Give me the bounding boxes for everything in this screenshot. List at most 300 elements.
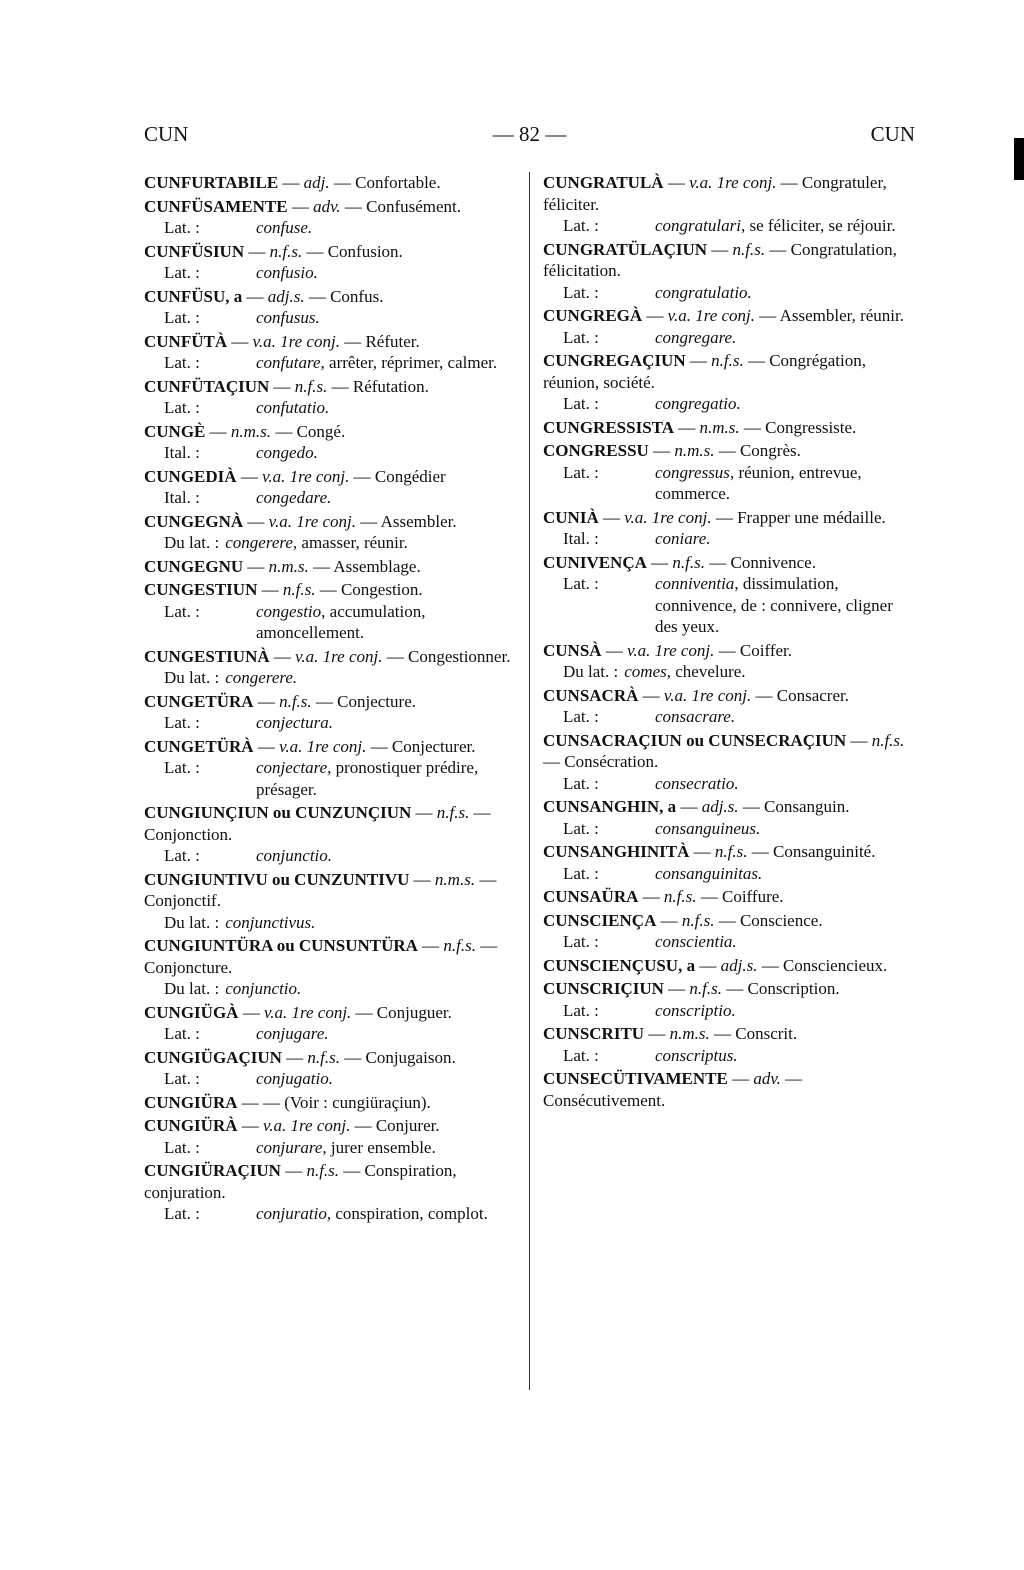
headword: CUNSACRÀ bbox=[543, 685, 639, 705]
etymology-line bbox=[144, 487, 518, 509]
headword: CUNSÀ bbox=[543, 640, 602, 660]
etymology-gloss: , chevelure. bbox=[666, 662, 746, 681]
entry-definition-line: CUNFÜSIUN — n.f.s. — Confusion. bbox=[144, 241, 403, 261]
headword: CUNGREGÀ bbox=[543, 306, 643, 325]
etymology-text bbox=[256, 1023, 518, 1045]
etymology-label: Lat. : bbox=[164, 758, 200, 777]
entry-definition-line: CUNGIUNÇIUN ou CUNZUNÇIUN — n.f.s. — Conjonction. bbox=[144, 803, 491, 844]
etymology-label: Du lat. : bbox=[164, 668, 220, 687]
etymology-label: Lat. : bbox=[164, 1069, 200, 1088]
definition: — Assembler. bbox=[360, 511, 457, 531]
dictionary-entry bbox=[543, 910, 915, 953]
etymology-gloss: , pronostiquer prédire, présager. bbox=[256, 758, 479, 799]
headword: CUNSECÜTIVAMENTE bbox=[543, 1069, 728, 1088]
etymology-text bbox=[655, 462, 915, 505]
etymology-line bbox=[543, 931, 915, 953]
etymology-line bbox=[543, 818, 915, 840]
definition: — Congratuler, féliciter. bbox=[543, 173, 887, 214]
etymology-text bbox=[256, 1203, 518, 1225]
etymology-line bbox=[543, 393, 915, 415]
dictionary-entry bbox=[543, 507, 915, 550]
etymon: conjugare. bbox=[256, 1024, 329, 1043]
etymology-label: Du lat. : bbox=[164, 979, 220, 998]
dictionary-entry bbox=[144, 736, 518, 801]
dictionary-entry bbox=[144, 286, 518, 329]
etymology-line bbox=[144, 667, 518, 689]
grammar-abbreviation: v.a. 1re conj. bbox=[663, 685, 752, 705]
etymon: congressus bbox=[655, 462, 730, 482]
etymology-text bbox=[256, 1137, 518, 1159]
grammar-abbreviation: adj. bbox=[303, 173, 330, 192]
etymology-text bbox=[256, 262, 518, 284]
definition: — Coiffure. bbox=[700, 887, 784, 906]
headword: CUNSCRITU bbox=[543, 1024, 645, 1043]
definition: — (Voir : cungiüraçiun). bbox=[263, 1092, 431, 1112]
dictionary-entry bbox=[144, 802, 518, 867]
headword: CUNIVENÇA bbox=[543, 552, 647, 572]
entry-definition-line: CUNFURTABILE — adj. — Confortable. bbox=[144, 173, 441, 192]
definition: — Conjonction. bbox=[144, 803, 491, 844]
grammar-abbreviation: n.f.s. bbox=[732, 239, 766, 259]
etymology-line bbox=[144, 217, 518, 239]
headword: CUNSCIENÇUSU, a bbox=[543, 955, 696, 975]
headword: CUNGEDIÀ bbox=[144, 466, 237, 486]
etymon: comes bbox=[624, 662, 667, 681]
etymon: consecratio. bbox=[655, 773, 739, 793]
headword: CUNFÜSU, a bbox=[144, 286, 243, 306]
entry-definition-line: CUNGIUNTÜRA ou CUNSUNTÜRA — n.f.s. — Conjoncture. bbox=[144, 936, 498, 977]
etymology-label: Lat. : bbox=[563, 932, 599, 951]
etymology-line bbox=[543, 1000, 915, 1022]
etymology-line bbox=[144, 601, 518, 644]
etymology-label: Lat. : bbox=[164, 308, 200, 327]
headword: CUNGIÜRA bbox=[144, 1092, 238, 1112]
dictionary-entry bbox=[543, 350, 915, 415]
etymology-line bbox=[144, 307, 518, 329]
etymology-label: Lat. : bbox=[563, 216, 599, 235]
grammar-abbreviation: v.a. 1re conj. bbox=[279, 736, 367, 756]
etymology-line bbox=[543, 773, 915, 795]
etymology-line bbox=[543, 327, 915, 349]
headword: CUNGRESSISTA bbox=[543, 417, 675, 437]
running-head-left: CUN bbox=[144, 122, 189, 146]
dictionary-entry bbox=[144, 579, 518, 644]
dictionary-entry bbox=[543, 1023, 915, 1066]
dictionary-entry bbox=[543, 685, 915, 728]
etymology-line bbox=[543, 661, 915, 683]
headword: CUNGETÜRA bbox=[144, 691, 254, 711]
etymology-text bbox=[655, 282, 915, 304]
entry-definition-line: CUNSACRÀ — v.a. 1re conj. — Consacrer. bbox=[543, 685, 849, 705]
etymology-gloss: , accumulation, amoncellement. bbox=[256, 601, 426, 642]
grammar-abbreviation: n.f.s. bbox=[306, 1161, 340, 1180]
headword: CUNGREGAÇIUN bbox=[543, 351, 686, 370]
grammar-abbreviation: n.m.s. bbox=[268, 556, 309, 576]
definition: — Congratulation, félicitation. bbox=[543, 239, 897, 280]
etymon: confutatio. bbox=[256, 398, 330, 417]
etymology-label: Lat. : bbox=[563, 394, 599, 413]
definition: — Consécration. bbox=[543, 752, 659, 771]
etymology-line bbox=[543, 706, 915, 728]
etymon: consacrare. bbox=[655, 707, 736, 726]
etymology-line bbox=[144, 978, 518, 1000]
etymology-line bbox=[144, 1023, 518, 1045]
etymology-label: Lat. : bbox=[164, 601, 200, 621]
dictionary-entry bbox=[144, 241, 518, 284]
definition: — Conjonctif. bbox=[144, 869, 497, 910]
headword: CUNSACRAÇIUN ou CUNSECRAÇIUN bbox=[543, 730, 847, 750]
grammar-abbreviation: n.m.s. bbox=[669, 1024, 710, 1043]
dictionary-entry bbox=[144, 376, 518, 419]
grammar-abbreviation: n.f.s. bbox=[714, 842, 748, 861]
etymon: congregatio. bbox=[655, 394, 741, 413]
dictionary-entry bbox=[543, 1068, 915, 1111]
entry-definition-line: CUNGRATULÀ — v.a. 1re conj. — Congratuler, féliciter. bbox=[543, 173, 887, 214]
column-divider bbox=[529, 172, 530, 1390]
entry-definition-line: CUNGESTIUNÀ — v.a. 1re conj. — Congestionner. bbox=[144, 646, 511, 666]
etymology-label: Lat. : bbox=[563, 1000, 599, 1020]
headword: CUNGESTIUN bbox=[144, 580, 258, 599]
dictionary-entry bbox=[144, 556, 518, 578]
dictionary-entry bbox=[144, 466, 518, 509]
dictionary-entry bbox=[144, 1047, 518, 1090]
headword: CUNGEGNU bbox=[144, 556, 244, 576]
etymology-text bbox=[655, 393, 915, 415]
etymology-line bbox=[144, 1068, 518, 1090]
etymology-label: Lat. : bbox=[563, 327, 599, 347]
running-head-right: CUN bbox=[870, 122, 915, 146]
grammar-abbreviation: adv. bbox=[313, 196, 341, 216]
headword: CUNGESTIUNÀ bbox=[144, 646, 270, 666]
definition: — Consciencieux. bbox=[761, 955, 888, 975]
etymology-line bbox=[144, 442, 518, 464]
dictionary-entry bbox=[144, 172, 518, 194]
etymology-label: Lat. : bbox=[164, 263, 200, 282]
grammar-abbreviation: n.f.s. bbox=[871, 730, 905, 750]
definition: — Assembler, réunir. bbox=[759, 306, 905, 325]
dictionary-entry bbox=[543, 417, 915, 439]
entry-definition-line: CUNIVENÇA — n.f.s. — Connivence. bbox=[543, 552, 816, 572]
etymology-text bbox=[655, 1000, 915, 1022]
headword: CUNGIUNTIVU ou CUNZUNTIVU bbox=[144, 869, 410, 889]
left-column bbox=[144, 172, 518, 1227]
grammar-abbreviation: n.f.s. bbox=[282, 580, 316, 599]
etymology-gloss: , jurer ensemble. bbox=[322, 1137, 436, 1157]
entry-definition-line: CUNFÜSU, a — adj.s. — Confus. bbox=[144, 286, 384, 306]
entry-definition-line: CUNGREGAÇIUN — n.f.s. — Congrégation, réunion, société. bbox=[543, 351, 867, 392]
dictionary-entry bbox=[144, 869, 518, 934]
etymon: congerere bbox=[225, 533, 293, 552]
etymology-label: Du lat. : bbox=[164, 533, 220, 552]
etymology-text bbox=[256, 712, 518, 734]
entry-definition-line: CUNGRATÜLAÇIUN — n.f.s. — Congratulation, félicitation. bbox=[543, 239, 897, 280]
headword: CUNSCRIÇIUN bbox=[543, 979, 664, 998]
dictionary-entry bbox=[144, 935, 518, 1000]
definition: — Connivence. bbox=[709, 552, 816, 572]
definition: — Consacrer. bbox=[755, 685, 849, 705]
etymology-text bbox=[256, 487, 518, 509]
headword: CUNFÜSIUN bbox=[144, 241, 245, 261]
etymology-gloss: , dissimulation, connivence, de : connivere, cligner des yeux. bbox=[655, 574, 893, 636]
definition: — Congrès. bbox=[718, 441, 801, 460]
etymology-label: Lat. : bbox=[563, 707, 599, 726]
definition: — Consanguinité. bbox=[751, 842, 876, 861]
etymology-text bbox=[256, 307, 518, 329]
dictionary-entry bbox=[543, 886, 915, 908]
etymon: conjugatio. bbox=[256, 1069, 333, 1088]
etymology-line bbox=[144, 262, 518, 284]
grammar-abbreviation: adv. bbox=[753, 1069, 781, 1088]
entry-definition-line: CUNFÜSAMENTE — adv. — Confusément. bbox=[144, 196, 462, 216]
etymology-text bbox=[655, 706, 915, 728]
entry-definition-line: CUNSCIENÇUSU, a — adj.s. — Consciencieux. bbox=[543, 955, 888, 975]
headword: CUNGIÜGÀ bbox=[144, 1002, 239, 1022]
etymon: conjunctio. bbox=[256, 846, 333, 865]
dictionary-entry bbox=[543, 305, 915, 348]
entry-definition-line: CUNFÜTAÇIUN — n.f.s. — Réfutation. bbox=[144, 376, 429, 396]
etymon: coniare. bbox=[655, 529, 711, 548]
definition: — Consanguin. bbox=[742, 797, 850, 816]
etymology-text bbox=[256, 601, 518, 644]
headword: CUNGEGNÀ bbox=[144, 511, 244, 531]
entry-definition-line: CUNGIÜGÀ — v.a. 1re conj. — Conjuguer. bbox=[144, 1002, 452, 1022]
etymon: confuse. bbox=[256, 218, 313, 237]
entry-definition-line: CUNSACRAÇIUN ou CUNSECRAÇIUN — n.f.s. — Consécration. bbox=[543, 730, 905, 771]
entry-definition-line: CUNSÀ — v.a. 1re conj. — Coiffer. bbox=[543, 640, 793, 660]
etymology-text bbox=[225, 912, 518, 934]
etymology-text bbox=[256, 217, 518, 239]
etymology-line bbox=[543, 573, 915, 638]
dictionary-entry bbox=[144, 646, 518, 689]
headword: CUNSANGHINITÀ bbox=[543, 842, 690, 861]
etymology-text bbox=[655, 818, 915, 840]
dictionary-entry bbox=[144, 1160, 518, 1225]
etymology-text bbox=[225, 667, 518, 689]
etymology-line bbox=[144, 757, 518, 800]
grammar-abbreviation: adj.s. bbox=[701, 797, 739, 816]
definition: — Conjugaison. bbox=[344, 1047, 456, 1067]
etymology-text bbox=[256, 1068, 518, 1090]
etymology-label: Ital. : bbox=[563, 529, 599, 548]
etymology-label: Lat. : bbox=[563, 818, 599, 838]
headword: CUNIÀ bbox=[543, 507, 599, 527]
etymology-text bbox=[655, 327, 915, 349]
grammar-abbreviation: n.f.s. bbox=[443, 936, 477, 955]
dictionary-entry bbox=[543, 172, 915, 237]
etymology-line bbox=[543, 528, 915, 550]
etymology-text bbox=[655, 215, 915, 237]
grammar-abbreviation: v.a. 1re conj. bbox=[627, 640, 715, 660]
grammar-abbreviation: v.a. 1re conj. bbox=[262, 466, 350, 486]
entry-definition-line: CUNSANGHINITÀ — n.f.s. — Consanguinité. bbox=[543, 842, 876, 861]
etymology-text bbox=[655, 528, 915, 550]
grammar-abbreviation: v.a. 1re conj. bbox=[263, 1116, 351, 1135]
grammar-abbreviation: v.a. 1re conj. bbox=[263, 1002, 352, 1022]
headword: CUNSCIENÇA bbox=[543, 910, 657, 930]
etymology-text bbox=[256, 845, 518, 867]
etymology-line bbox=[144, 1203, 518, 1225]
grammar-abbreviation: n.f.s. bbox=[663, 887, 697, 906]
dictionary-entry bbox=[144, 331, 518, 374]
headword: CUNGIÜRÀ bbox=[144, 1116, 238, 1135]
grammar-abbreviation: v.a. 1re conj. bbox=[689, 173, 777, 192]
dictionary-entry bbox=[543, 239, 915, 304]
definition: — Conjecturer. bbox=[370, 736, 476, 756]
etymology-text bbox=[256, 442, 518, 464]
etymology-line bbox=[543, 1045, 915, 1067]
grammar-abbreviation: n.f.s. bbox=[711, 351, 744, 370]
etymology-text bbox=[256, 397, 518, 419]
etymology-label: Lat. : bbox=[563, 1045, 599, 1065]
definition: — Confus. bbox=[308, 286, 384, 306]
grammar-abbreviation: n.f.s. bbox=[279, 691, 312, 711]
etymon: congestio bbox=[256, 601, 322, 621]
grammar-abbreviation: v.a. 1re conj. bbox=[268, 511, 357, 531]
grammar-abbreviation: n.m.s. bbox=[230, 421, 272, 441]
etymology-label: Lat. : bbox=[563, 462, 599, 482]
etymon: consanguinitas. bbox=[655, 863, 763, 883]
grammar-abbreviation: n.f.s. bbox=[681, 910, 715, 930]
grammar-abbreviation: n.f.s. bbox=[672, 552, 705, 572]
entry-definition-line: CUNSCRIÇIUN — n.f.s. — Conscription. bbox=[543, 979, 840, 998]
headword: CUNGIUNTÜRA ou CUNSUNTÜRA bbox=[144, 936, 418, 955]
entry-definition-line: CONGRESSU — n.m.s. — Congrès. bbox=[543, 441, 801, 460]
headword: CUNGIÜRAÇIUN bbox=[144, 1161, 281, 1180]
etymon: conscientia. bbox=[655, 932, 737, 951]
entry-definition-line: CUNGESTIUN — n.f.s. — Congestion. bbox=[144, 580, 423, 599]
etymon: conjurare bbox=[256, 1137, 323, 1157]
grammar-abbreviation: n.m.s. bbox=[699, 417, 740, 437]
dictionary-entry bbox=[144, 1115, 518, 1158]
etymon: conjectura. bbox=[256, 713, 333, 732]
grammar-abbreviation: adj.s. bbox=[267, 286, 305, 306]
dictionary-entry bbox=[543, 978, 915, 1021]
etymology-line bbox=[543, 282, 915, 304]
grammar-abbreviation: v.a. 1re conj. bbox=[295, 646, 383, 666]
dictionary-entry bbox=[144, 1002, 518, 1045]
entry-definition-line: CUNGREGÀ — v.a. 1re conj. — Assembler, réunir. bbox=[543, 306, 905, 325]
definition: — Confusion. bbox=[306, 241, 403, 261]
definition: — Conscription. bbox=[726, 979, 840, 998]
entry-definition-line: CUNGEGNÀ — v.a. 1re conj. — Assembler. bbox=[144, 511, 457, 531]
grammar-abbreviation: v.a. 1re conj. bbox=[252, 331, 340, 351]
definition: — Conscience. bbox=[718, 910, 823, 930]
definition: — Réfutation. bbox=[331, 376, 429, 396]
dictionary-entry bbox=[543, 730, 915, 795]
etymon: conscriptus. bbox=[655, 1045, 738, 1065]
dictionary-entry bbox=[144, 421, 518, 464]
grammar-abbreviation: adj.s. bbox=[720, 955, 758, 975]
definition: — Congé. bbox=[275, 421, 346, 441]
edge-mark bbox=[1014, 138, 1024, 180]
definition: — Congrégation, réunion, société. bbox=[543, 351, 867, 392]
grammar-abbreviation: n.f.s. bbox=[307, 1047, 340, 1067]
etymology-label: Du lat. : bbox=[164, 912, 220, 932]
grammar-abbreviation: n.f.s. bbox=[689, 979, 722, 998]
etymology-line bbox=[144, 397, 518, 419]
entry-definition-line: CUNGÈ — n.m.s. — Congé. bbox=[144, 421, 346, 441]
headword: CUNSAÜRA bbox=[543, 887, 639, 906]
dictionary-entry bbox=[543, 841, 915, 884]
entry-definition-line: CUNGETÜRA — n.f.s. — Conjecture. bbox=[144, 691, 416, 711]
grammar-abbreviation: n.f.s. bbox=[269, 241, 303, 261]
etymology-gloss: , conspiration, complot. bbox=[326, 1204, 488, 1223]
definition: — Conjecture. bbox=[315, 691, 416, 711]
etymology-text bbox=[225, 532, 518, 554]
etymology-label: Lat. : bbox=[164, 713, 200, 732]
definition: — Réfuter. bbox=[344, 331, 420, 351]
entry-definition-line: CUNFÜTÀ — v.a. 1re conj. — Réfuter. bbox=[144, 331, 420, 351]
dictionary-entry bbox=[144, 196, 518, 239]
definition: — Conjoncture. bbox=[144, 936, 498, 977]
headword: CUNFÜTÀ bbox=[144, 331, 228, 351]
etymology-text bbox=[256, 352, 518, 374]
definition: — Frapper une médaille. bbox=[715, 507, 886, 527]
definition: — Conjurer. bbox=[354, 1116, 440, 1135]
headword: CUNGRATÜLAÇIUN bbox=[543, 239, 708, 259]
etymology-label: Du lat. : bbox=[563, 662, 619, 681]
dictionary-entry bbox=[543, 440, 915, 505]
etymology-line bbox=[144, 1137, 518, 1159]
entry-definition-line: CUNGIÜRAÇIUN — n.f.s. — Conspiration, conjuration. bbox=[144, 1161, 457, 1202]
etymon: congedo. bbox=[256, 443, 318, 462]
dictionary-entry bbox=[543, 796, 915, 839]
definition: — Conjuguer. bbox=[355, 1002, 452, 1022]
etymology-text bbox=[624, 661, 915, 683]
etymon: confusio. bbox=[256, 263, 318, 282]
headword: CUNFÜSAMENTE bbox=[144, 196, 288, 216]
headword: CUNFÜTAÇIUN bbox=[144, 376, 270, 396]
headword: CUNGETÜRÀ bbox=[144, 736, 254, 756]
etymology-line bbox=[543, 462, 915, 505]
etymology-text bbox=[655, 863, 915, 885]
headword: CONGRESSU bbox=[543, 441, 649, 460]
etymology-label: Lat. : bbox=[563, 282, 599, 302]
entry-definition-line: CUNSECÜTIVAMENTE — adv. — Consécutivement. bbox=[543, 1069, 803, 1110]
etymon: conjunctivus. bbox=[225, 912, 316, 932]
etymon: conjuratio bbox=[256, 1204, 327, 1223]
definition: — Congressiste. bbox=[743, 417, 857, 437]
page-header bbox=[144, 122, 915, 156]
headword: CUNGÈ bbox=[144, 421, 206, 441]
dictionary-entry bbox=[144, 1092, 518, 1114]
definition: — Congestion. bbox=[319, 580, 423, 599]
etymology-text bbox=[655, 573, 915, 638]
etymology-gloss: , réunion, entrevue, commerce. bbox=[655, 462, 862, 503]
grammar-abbreviation: n.f.s. bbox=[294, 376, 328, 396]
definition: — Congestionner. bbox=[386, 646, 511, 666]
entry-definition-line: CUNSAÜRA — n.f.s. — Coiffure. bbox=[543, 887, 784, 906]
grammar-abbreviation: n.f.s. bbox=[436, 803, 470, 822]
grammar-abbreviation: v.a. 1re conj. bbox=[624, 507, 712, 527]
etymology-label: Lat. : bbox=[164, 1024, 200, 1043]
headword: CUNGIUNÇIUN ou CUNZUNÇIUN bbox=[144, 803, 412, 822]
entry-definition-line: CUNGEDIÀ — v.a. 1re conj. — Congédier bbox=[144, 466, 446, 486]
etymon: conjunctio. bbox=[225, 979, 302, 998]
etymology-gloss: , arrêter, réprimer, calmer. bbox=[320, 353, 498, 372]
definition: — Confusément. bbox=[344, 196, 462, 216]
definition: — Coiffer. bbox=[718, 640, 793, 660]
headword: CUNSANGHIN, a bbox=[543, 797, 677, 816]
definition: — Consécutivement. bbox=[543, 1069, 803, 1110]
etymology-label: Lat. : bbox=[164, 846, 200, 865]
entry-definition-line: CUNGIÜRA — — (Voir : cungiüraçiun). bbox=[144, 1092, 431, 1112]
etymology-line bbox=[543, 215, 915, 237]
etymology-label: Lat. : bbox=[164, 398, 200, 417]
etymology-line bbox=[144, 712, 518, 734]
dictionary-entry bbox=[543, 955, 915, 977]
etymon: congratulari bbox=[655, 216, 741, 235]
